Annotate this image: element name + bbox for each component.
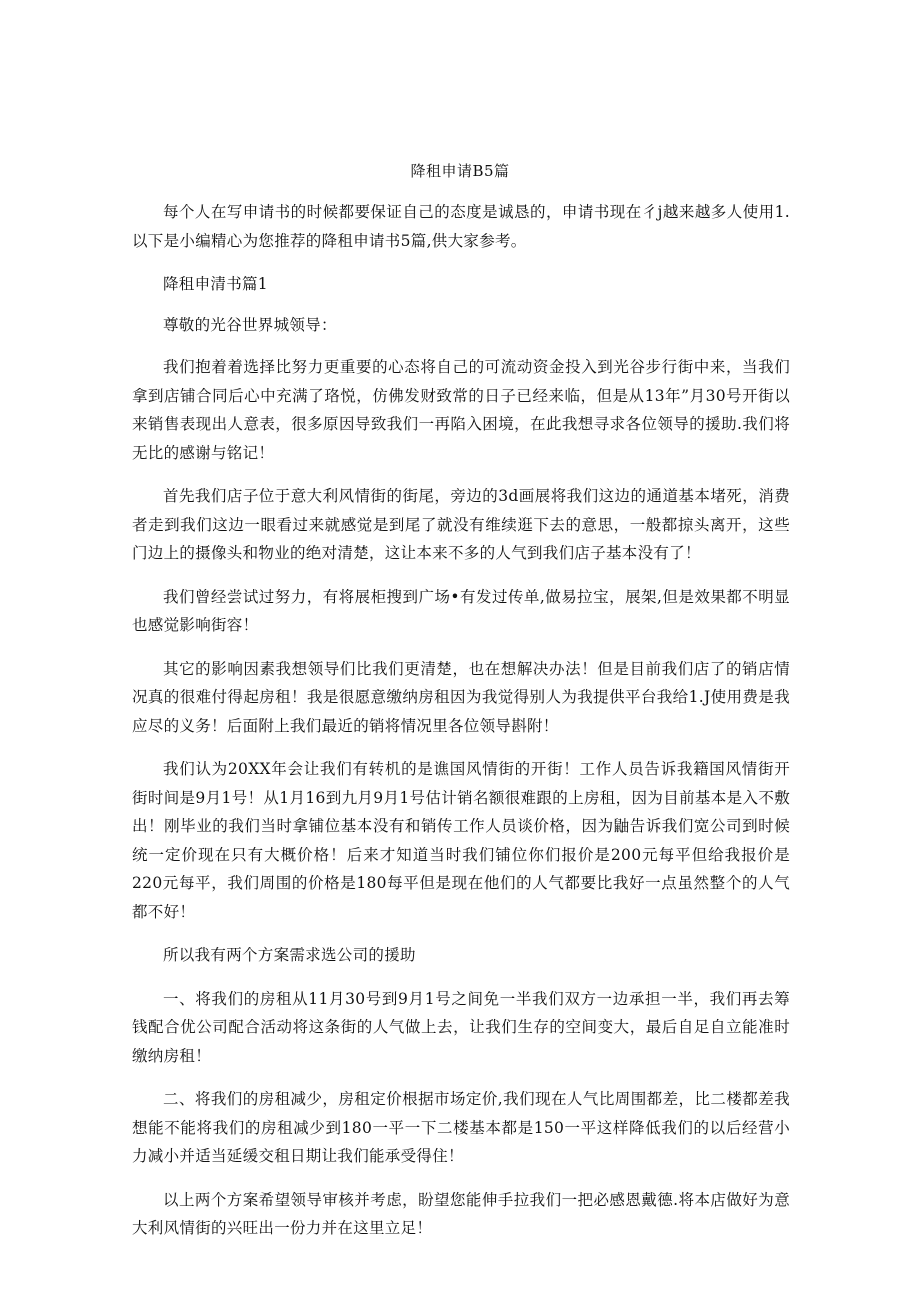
body-paragraph: 我们抱着着选择比努力更重要的心态将自己的可流动资金投入到光谷步行街中来，当我们拿到店铺合同后心中充满了珞悦，仿佛发财致常的日子已经来临，但是从13年”月30号开街以来销售表现出人意表，很多原因导致我们一再陷入困境，在此我想寻求各位领导的援助.我们将无比的感谢与铭记！ xyxy=(132,358,790,462)
section-heading: 降租申清书篇1 xyxy=(163,275,268,293)
closing-paragraph: 以上两个方案希望领导审核并考虑，盼望您能伸手拉我们一把必感恩戴德.将本店做好为意大利风情街的兴旺出一份力并在这里立足！ xyxy=(132,1190,790,1237)
document-body xyxy=(132,198,790,1258)
proposal-two: 二、将我们的房租减少，房租定价根据市场定价,我们现在人气比周围都差，比二楼都差我想能不能将我们的房租减少到180一平一下二楼基本都是150一平这样降低我们的以后经营小力减小并适当延缓交租日期让我们能承受得住！ xyxy=(132,1090,790,1165)
body-paragraph: 所以我有两个方案需求选公司的援助 xyxy=(163,946,416,964)
salutation: 尊敬的光谷世界城领导： xyxy=(163,315,337,334)
body-paragraph: 我们认为20XX年会让我们有转机的是谯国风情街的开街！工作人员告诉我籍国风情街开街时间是9月1号！从1月16到九月9月1号估计销名额很难跟的上房租，因为目前基本是入不敷出！刚毕业的我们当时拿铺位基本没有和销传工作人员谈价格，因为鼬告诉我们宽公司到时候统一定价现在只有大概价格！后来才知道当时我们铺位你们报价是200元每平但给我报价是220元每平，我们周围的价格是180每平但是现在他们的人气都要比我好一点虽然整个的人气都不好！ xyxy=(132,760,790,921)
proposal-one: 一、将我们的房租从11月30号到9月1号之间免一半我们双方一边承担一半，我们再去筹钱配合优公司配合活动将这条街的人气做上去，让我们生存的空间变大，最后自足自立能准时缴纳房租！ xyxy=(132,989,790,1065)
intro-paragraph: 每个人在写申请书的时候都要保证自己的态度是诚恳的，申请书现在彳j越来越多人使用1.以下是小编精心为您推荐的降租申请书5篇,供大家参考。 xyxy=(132,203,790,250)
body-paragraph: 首先我们店子位于意大利风情街的街尾，旁边的3d画展将我们这边的通道基本堵死，消费者走到我们这边一眼看过来就感觉是到尾了就没有维续逛下去的意思，一般都掠头离开，这些门边上的摄像头和物业的绝对清楚，这让本来不多的人气到我们店子基本没有了！ xyxy=(132,487,790,562)
body-paragraph: 我们曾经尝试过努力，有将展柜搜到广场•有发过传单,做易拉宝，展架,但是效果都不明显也感觉影响街容！ xyxy=(132,587,790,634)
body-paragraph: 其它的影响因素我想领导们比我们更清楚，也在想解决办法！但是目前我们店了的销店情况真的很难付得起房租！我是很愿意缴纳房租因为我觉得别人为我提供平台我给1.J使用费是我应尽的义务！后面附上我们最近的销将情况里各位领导斟附！ xyxy=(132,659,790,735)
document-title: 降租申请B5篇 xyxy=(410,162,510,180)
